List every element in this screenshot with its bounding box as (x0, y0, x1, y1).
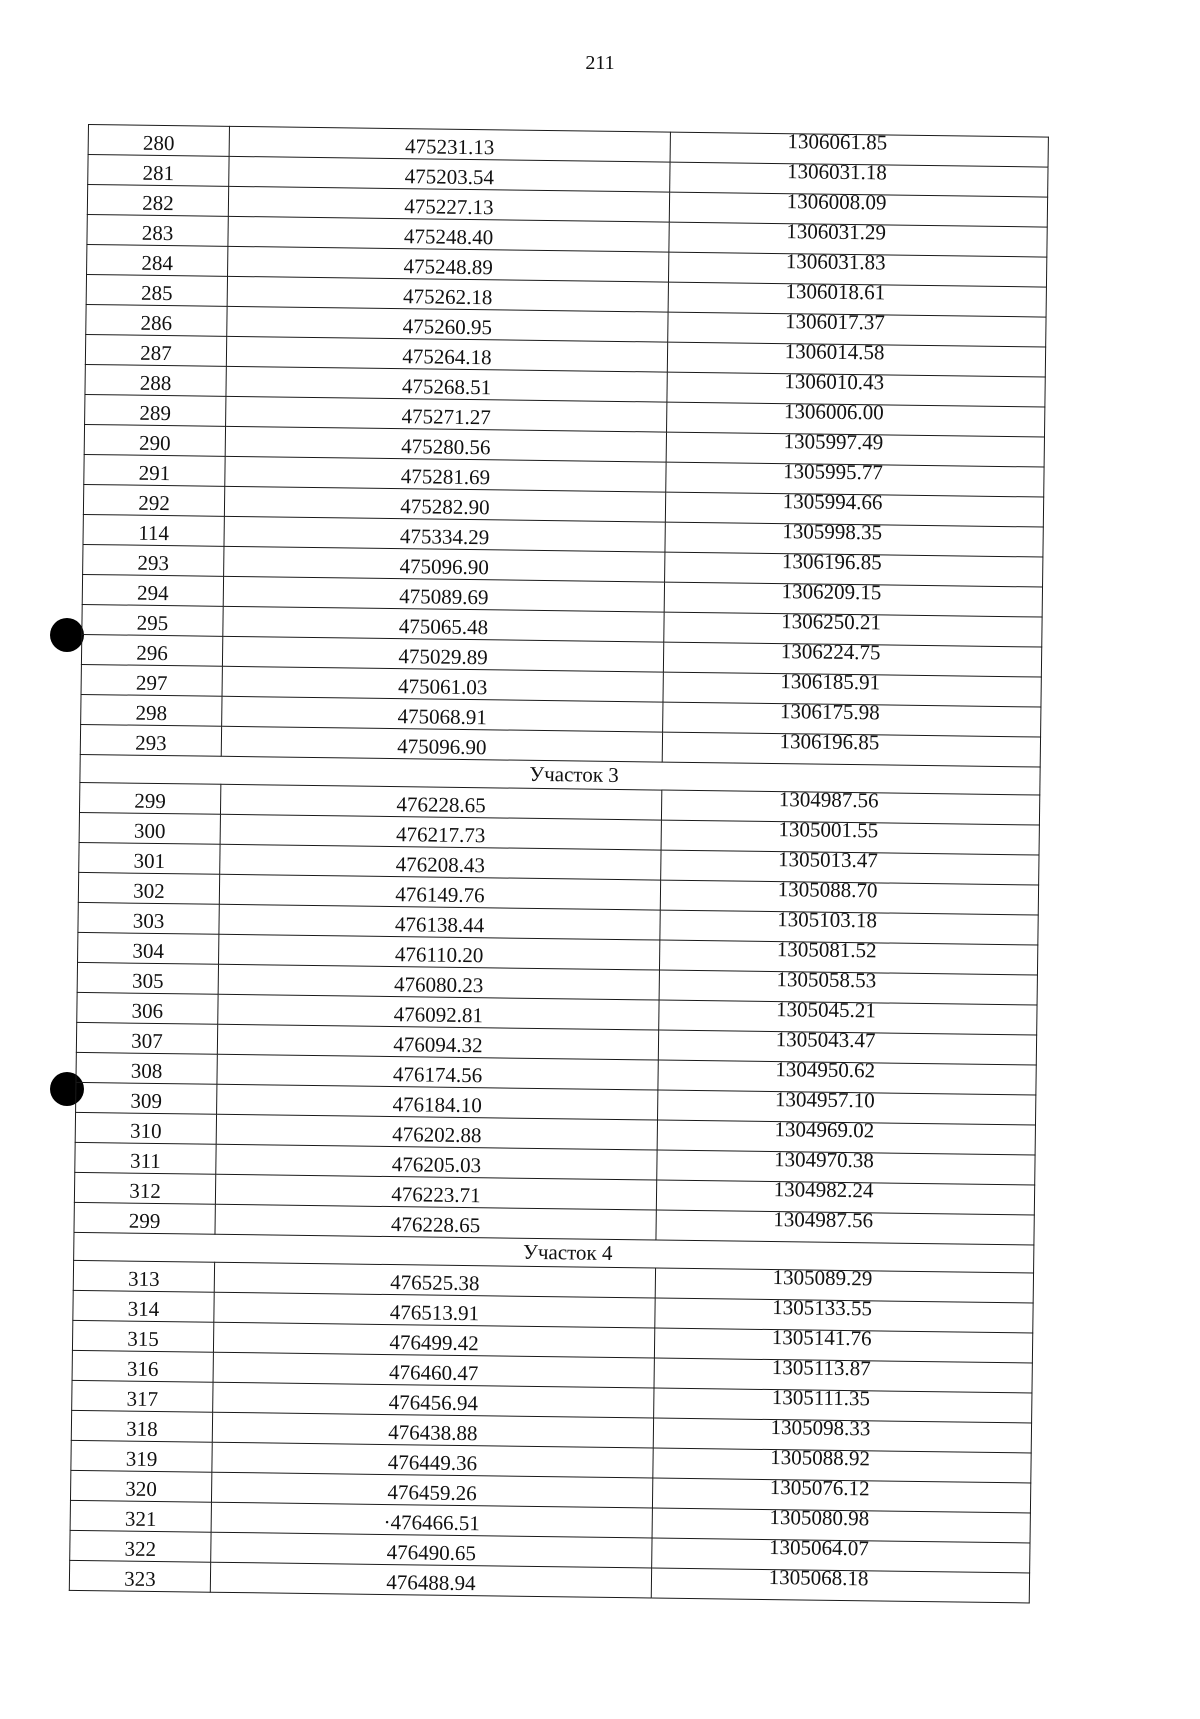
point-number-cell (75, 1142, 216, 1174)
coordinate-y: 1306008.09 (786, 189, 887, 215)
coordinate-x: 476513.91 (389, 1300, 480, 1326)
coordinate-y: 1305064.07 (768, 1535, 869, 1561)
coordinate-y: 1305998.35 (782, 519, 883, 545)
coordinate-y: 1305088.92 (770, 1445, 871, 1471)
point-number: 323 (124, 1566, 156, 1592)
point-number-cell (76, 1022, 217, 1054)
point-number: 293 (134, 730, 167, 756)
point-number-cell (87, 185, 228, 217)
coordinate-x: 476488.94 (386, 1570, 476, 1596)
point-number-cell (84, 454, 225, 486)
point-number: 280 (142, 130, 175, 156)
point-number: 287 (140, 340, 172, 366)
coordinate-y: 1306061.85 (787, 129, 888, 155)
coordinate-y: 1306209.15 (781, 579, 882, 605)
point-number-cell (81, 634, 222, 666)
coordinate-x: 475203.54 (404, 164, 495, 190)
point-number-cell (81, 694, 222, 726)
point-number: 291 (138, 460, 171, 486)
coordinate-x: 475096.90 (397, 734, 487, 760)
point-number-cell (79, 812, 220, 844)
point-number: 310 (129, 1118, 162, 1144)
coordinate-y: 1305081.52 (776, 937, 877, 963)
coordinate-y: 1306196.85 (779, 729, 880, 755)
point-number-cell (71, 1410, 212, 1442)
coordinate-x: 475248.40 (403, 224, 494, 250)
point-number-cell (82, 604, 223, 636)
point-number: 114 (138, 520, 170, 546)
point-number-cell (87, 214, 228, 246)
coordinate-y: 1306250.21 (781, 609, 882, 635)
coordinate-y: 1306224.75 (780, 639, 881, 665)
coordinate-y: 1304982.24 (773, 1177, 874, 1203)
coordinate-x: 475068.91 (397, 704, 488, 730)
point-number-cell (76, 1052, 217, 1084)
coordinate-x: 476094.32 (393, 1032, 483, 1058)
coordinate-y: 1305133.55 (772, 1295, 873, 1321)
coordinate-y: 1305994.66 (782, 489, 883, 515)
point-number-cell (70, 1470, 211, 1502)
point-number-cell (75, 1112, 216, 1144)
point-number-cell (72, 1350, 213, 1382)
point-number: 299 (128, 1208, 161, 1234)
coordinate-y: 1305068.18 (768, 1565, 869, 1591)
point-number-cell (83, 544, 224, 576)
coordinate-x: 475065.48 (398, 614, 489, 640)
coordinate-x: 476228.65 (390, 1212, 481, 1238)
coordinate-x: 476208.43 (395, 852, 486, 878)
coordinate-x-cell (210, 1562, 651, 1598)
coordinate-y: 1305013.47 (777, 847, 878, 873)
coordinate-y-cell (662, 729, 1040, 767)
point-number: 318 (126, 1416, 158, 1442)
point-number-cell (86, 304, 227, 336)
point-number-cell (80, 724, 221, 756)
coordinate-y: 1305043.47 (775, 1027, 876, 1053)
coordinate-y: 1306031.18 (786, 159, 887, 185)
coordinate-x: 475248.89 (403, 254, 493, 280)
coordinate-x: 476223.71 (391, 1182, 481, 1208)
point-number: 308 (130, 1058, 163, 1084)
point-number: 316 (126, 1356, 159, 1382)
coordinate-x: 475096.90 (399, 554, 490, 580)
coordinate-x: 475231.13 (404, 134, 495, 160)
point-number: 296 (136, 640, 168, 666)
coordinate-y: 1306010.43 (784, 369, 885, 395)
point-number: 292 (138, 490, 170, 516)
coordinate-y: 1305997.49 (783, 429, 884, 455)
point-number: 290 (138, 430, 171, 456)
coordinate-y: 1304987.56 (778, 787, 879, 813)
coordinate-y: 1305058.53 (776, 967, 877, 993)
point-number: 286 (140, 310, 173, 336)
coordinate-y: 1305076.12 (769, 1475, 870, 1501)
point-number-cell (82, 574, 223, 606)
coordinate-x: 476459.26 (387, 1480, 477, 1506)
coordinate-x: 476499.42 (389, 1330, 479, 1356)
point-number: 289 (139, 400, 172, 426)
point-number-cell (87, 244, 228, 276)
point-number: 298 (135, 700, 168, 726)
coordinate-x: 475061.03 (397, 674, 488, 700)
point-number: 300 (133, 818, 166, 844)
coordinate-y: 1304969.02 (774, 1117, 875, 1143)
point-number: 294 (136, 580, 169, 606)
coordinate-y: 1306006.00 (783, 399, 884, 425)
coordinates-table (69, 124, 1049, 1603)
point-number: 301 (133, 848, 166, 874)
point-number-cell (81, 664, 222, 696)
point-number: 305 (131, 968, 164, 994)
coordinate-y: 1306017.37 (784, 309, 886, 335)
coordinate-x: 476080.23 (393, 972, 484, 998)
coordinate-y: 1306014.58 (784, 339, 885, 365)
coordinate-x: 475334.29 (399, 524, 490, 550)
coordinate-y: 1305045.21 (775, 997, 876, 1023)
coordinate-x: 476438.88 (388, 1420, 478, 1446)
section-title: Участок 4 (522, 1239, 613, 1265)
coordinate-x: 475282.90 (400, 494, 490, 520)
point-number: 311 (129, 1148, 161, 1174)
point-number: 309 (130, 1088, 163, 1114)
point-number-cell (79, 842, 220, 874)
coordinate-x: 475260.95 (402, 314, 493, 340)
point-number-cell (78, 902, 219, 934)
coordinate-y-cell (651, 1565, 1029, 1603)
point-number-cell (86, 274, 227, 306)
punch-hole-mark (50, 618, 84, 652)
point-number-cell (77, 992, 218, 1024)
coordinate-y: 1305098.33 (770, 1415, 871, 1441)
point-number: 293 (137, 550, 170, 576)
coordinate-y: 1305001.55 (778, 817, 879, 843)
point-number-cell (74, 1202, 215, 1234)
point-number: 295 (136, 610, 169, 636)
point-number: 315 (127, 1326, 160, 1352)
point-number-cell (88, 125, 229, 157)
point-number-cell (85, 394, 226, 426)
coordinate-x: 476228.65 (396, 792, 486, 818)
coordinate-y: 1304970.38 (773, 1147, 875, 1173)
coordinate-x: 476217.73 (395, 822, 486, 848)
coordinate-y: 1304987.56 (773, 1207, 874, 1233)
point-number-cell (73, 1260, 214, 1292)
point-number-cell (78, 932, 219, 964)
point-number: 283 (141, 220, 174, 246)
point-number-cell (83, 484, 224, 516)
point-number-cell (76, 1082, 217, 1114)
point-number: 302 (133, 878, 165, 904)
coordinate-x: 476184.10 (392, 1092, 482, 1118)
coordinate-x: 475271.27 (401, 404, 491, 430)
coordinate-y: 1305995.77 (782, 459, 884, 485)
point-number: 299 (134, 788, 167, 814)
point-number-cell (85, 334, 226, 366)
point-number-cell (74, 1172, 215, 1204)
coordinate-x: 476490.65 (386, 1540, 477, 1566)
coordinate-x: 475089.69 (399, 584, 489, 610)
coordinate-x: 476202.88 (392, 1122, 482, 1148)
coordinate-y: 1306018.61 (785, 279, 886, 305)
point-number: 304 (132, 938, 165, 964)
coordinate-y: 1306196.85 (781, 549, 882, 575)
coordinate-y: 1306175.98 (779, 699, 880, 725)
point-number: 284 (141, 250, 174, 276)
point-number-cell (69, 1560, 210, 1592)
coordinate-y: 1305111.35 (771, 1385, 871, 1411)
point-number: 307 (131, 1028, 163, 1054)
coordinate-x: 476460.47 (388, 1360, 479, 1386)
coordinate-x: 475264.18 (402, 344, 492, 370)
coordinate-x: 476205.03 (391, 1152, 482, 1178)
coordinate-y: 1306031.29 (786, 219, 887, 245)
point-number-cell (84, 424, 225, 456)
coordinate-y: 1306185.91 (780, 669, 881, 695)
coordinate-y: 1305080.98 (769, 1505, 870, 1531)
coordinate-x: 476092.81 (393, 1002, 484, 1028)
coordinate-y: 1306031.83 (785, 249, 886, 275)
point-number-cell (88, 155, 229, 187)
coordinate-x: 476525.38 (390, 1270, 480, 1296)
coordinate-x: 475268.51 (401, 374, 492, 400)
coordinate-x: 475281.69 (400, 464, 491, 490)
point-number: 306 (131, 998, 164, 1024)
coordinate-y: 1305088.70 (777, 877, 878, 903)
point-number-cell (79, 782, 220, 814)
coordinate-y: 1305113.87 (771, 1355, 871, 1381)
point-number-cell (85, 364, 226, 396)
point-number: 297 (135, 670, 168, 696)
coordinate-x: 475029.89 (398, 644, 488, 670)
point-number: 303 (132, 908, 165, 934)
point-number: 314 (127, 1296, 160, 1322)
point-number-cell (72, 1320, 213, 1352)
coordinate-x: 476149.76 (395, 882, 485, 908)
coordinate-y: 1305103.18 (777, 907, 878, 933)
point-number-cell (72, 1380, 213, 1412)
coordinate-x: 476174.56 (392, 1062, 483, 1088)
point-number-cell (71, 1440, 212, 1472)
point-number: 281 (142, 160, 175, 186)
point-number-cell (70, 1500, 211, 1532)
page-number: 211 (585, 52, 615, 74)
coordinate-x: 476449.36 (387, 1450, 478, 1476)
point-number: 319 (125, 1446, 158, 1472)
point-number-cell (83, 514, 224, 546)
point-number: 285 (140, 280, 173, 306)
coordinate-x: 475262.18 (402, 284, 493, 310)
coordinate-x: 476456.94 (388, 1390, 479, 1416)
point-number: 313 (127, 1266, 160, 1292)
point-number: 317 (126, 1386, 159, 1412)
coordinate-y-cell (656, 1207, 1034, 1245)
coordinates-table-body (69, 125, 1048, 1603)
coordinate-x: 475227.13 (404, 194, 494, 220)
section-title: Участок 3 (529, 761, 619, 788)
point-number: 322 (124, 1536, 157, 1562)
coordinate-x: 475280.56 (401, 434, 491, 460)
point-number: 312 (129, 1178, 161, 1204)
point-number: 288 (139, 370, 172, 396)
point-number: 282 (142, 190, 174, 216)
point-number-cell (70, 1530, 211, 1562)
coordinate-y: 1305089.29 (772, 1265, 873, 1291)
coordinate-y: 1305141.76 (771, 1325, 872, 1351)
coordinate-x: ·476466.51 (383, 1509, 481, 1536)
coordinate-x: 476138.44 (394, 912, 485, 938)
point-number: 320 (125, 1476, 158, 1502)
point-number-cell (73, 1290, 214, 1322)
coordinate-y: 1304950.62 (775, 1057, 876, 1083)
coordinate-x: 476110.20 (394, 942, 484, 968)
point-number-cell (78, 872, 219, 904)
point-number-cell (77, 962, 218, 994)
coordinate-y: 1304957.10 (774, 1087, 875, 1113)
point-number: 321 (124, 1506, 157, 1532)
